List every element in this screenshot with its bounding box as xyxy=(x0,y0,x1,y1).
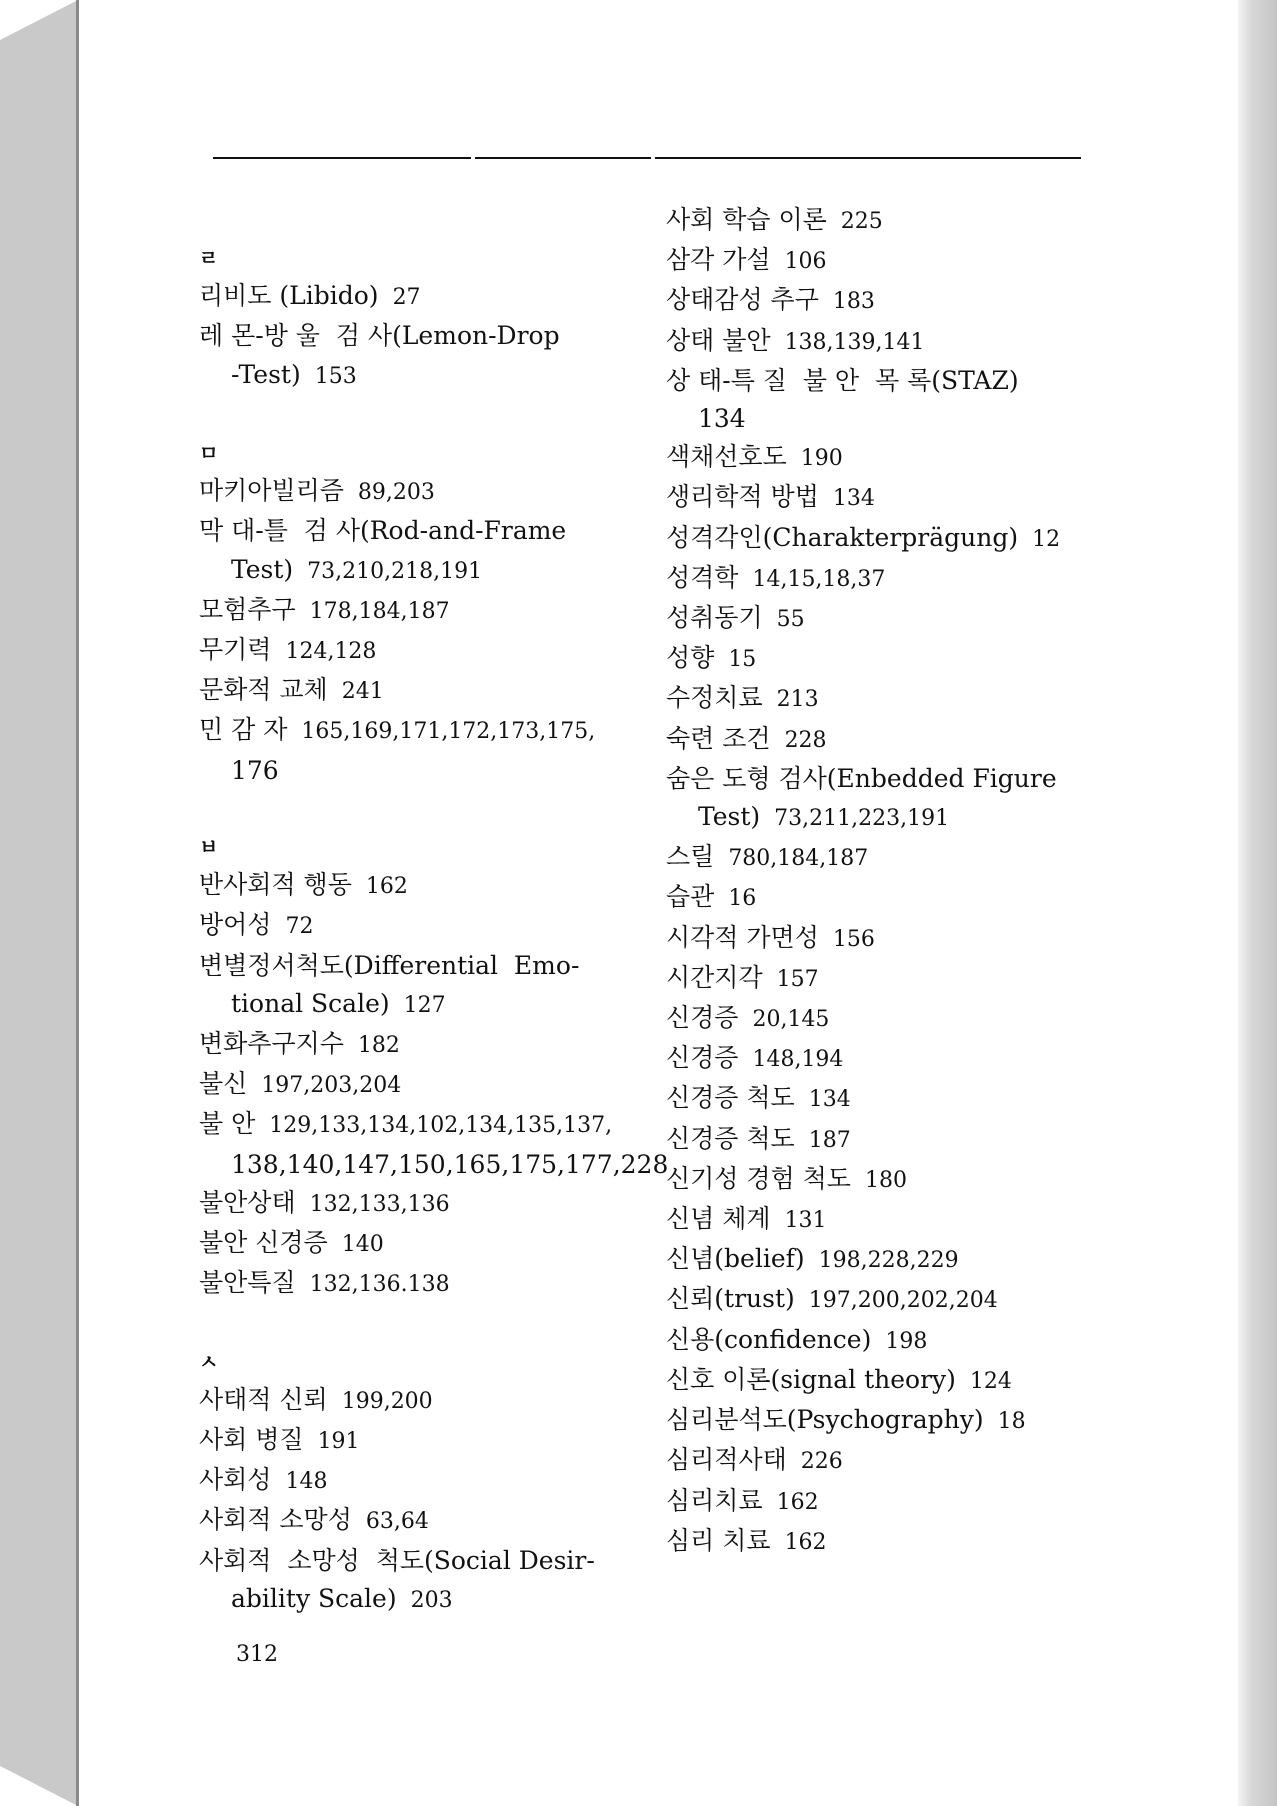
entry-pages: 182 xyxy=(357,1033,400,1059)
index-entry xyxy=(199,1184,624,1224)
entry-term: 모험추구 xyxy=(199,594,296,624)
index-entry xyxy=(199,277,624,317)
entry-pages: 138,139,141 xyxy=(784,329,925,355)
entry-term: 삼각 가설 xyxy=(666,245,771,275)
entry-term: 색채선호도 xyxy=(666,442,787,472)
entry-pages: 131 xyxy=(784,1208,827,1234)
entry-pages: 127 xyxy=(403,992,446,1018)
index-entry-continuation xyxy=(199,985,624,1025)
index-entry xyxy=(199,317,624,355)
section-letter: ㅅ xyxy=(199,1349,219,1374)
entry-pages: 780,184,187 xyxy=(728,846,869,872)
entry-term: -Test) xyxy=(231,359,301,389)
index-entry xyxy=(666,362,1086,400)
entry-term: 불안상태 xyxy=(199,1187,296,1217)
entry-pages: 162 xyxy=(365,874,408,900)
entry-term: 수정치료 xyxy=(666,683,763,713)
index-entry-continuation xyxy=(199,1146,669,1184)
entry-term: 사회적 소망성 척도(Social Desir- xyxy=(199,1545,595,1575)
index-entry xyxy=(666,720,1086,760)
entry-term: 사태적 신뢰 xyxy=(199,1384,328,1414)
entry-term: 반사회적 행동 xyxy=(199,870,352,900)
entry-pages: 203 xyxy=(410,1587,453,1613)
section-letter: ㅁ xyxy=(199,441,219,465)
entry-term: 변별정서척도(Differential Emo- xyxy=(199,950,580,980)
entry-term: 상태 불안 xyxy=(666,325,771,355)
entry-term: 마키아빌리즘 xyxy=(199,476,344,506)
index-entry xyxy=(199,591,624,631)
entry-term: 신호 이론(signal theory) xyxy=(666,1364,956,1394)
entry-term: ability Scale) xyxy=(231,1583,397,1613)
entry-term: 성향 xyxy=(666,643,715,673)
index-entry xyxy=(666,201,1086,241)
entry-term: 신경증 척도 xyxy=(666,1123,795,1153)
entry-term: 무기력 xyxy=(199,635,272,665)
index-entry xyxy=(666,1441,1086,1481)
entry-pages: 15 xyxy=(728,647,757,673)
entry-term: Test) xyxy=(698,802,761,832)
index-entry xyxy=(666,838,1086,878)
entry-term: 성취동기 xyxy=(666,603,763,633)
index-entry xyxy=(199,631,624,671)
section-gap xyxy=(199,1304,624,1342)
entry-term: 레 몬-방 울 검 사(Lemon-Drop xyxy=(199,321,560,351)
index-entry xyxy=(199,472,624,512)
entry-term: 민 감 자 xyxy=(199,715,288,745)
header-rule xyxy=(655,157,1081,159)
entry-pages: 106 xyxy=(784,249,827,275)
entry-term: 생리학적 방법 xyxy=(666,482,819,512)
entry-term: 문화적 교체 xyxy=(199,675,328,705)
section-letter: ㄹ xyxy=(199,246,219,270)
index-entry xyxy=(666,1240,1086,1280)
index-entry xyxy=(199,1224,624,1264)
entry-term: 신기성 경험 척도 xyxy=(666,1163,851,1193)
entry-pages: 153 xyxy=(314,363,357,389)
entry-pages: 124,128 xyxy=(285,639,377,665)
entry-pages: 148,194 xyxy=(752,1047,844,1073)
index-entry xyxy=(666,1321,1086,1361)
entry-pages: 140 xyxy=(341,1232,384,1258)
index-entry xyxy=(666,639,1086,679)
entry-pages: 132,133,136 xyxy=(309,1191,450,1217)
entry-term: 습관 xyxy=(666,882,715,912)
entry-pages: 55 xyxy=(776,607,805,633)
entry-term: 불안 신경증 xyxy=(199,1228,328,1258)
entry-pages: 198,228,229 xyxy=(818,1248,959,1274)
index-column-right xyxy=(666,201,1086,1562)
entry-pages: 226 xyxy=(800,1449,843,1475)
entry-pages: 20,145 xyxy=(752,1007,830,1033)
index-entry xyxy=(199,1065,624,1105)
index-entry xyxy=(666,760,1086,798)
index-entry-continuation xyxy=(666,798,1086,838)
entry-pages: 134 xyxy=(808,1087,851,1113)
entry-pages: 129,133,134,102,134,135,137, xyxy=(269,1113,613,1139)
index-entry-continuation xyxy=(199,356,624,396)
entry-pages: 12 xyxy=(1032,526,1061,552)
entry-pages: 165,169,171,172,173,175, xyxy=(301,719,596,745)
entry-pages: 134 xyxy=(832,486,875,512)
index-entry xyxy=(666,438,1086,478)
entry-term: 막 대-틀 검 사(Rod-and-Frame xyxy=(199,516,567,546)
index-entry xyxy=(199,1264,624,1304)
index-entry-continuation xyxy=(199,551,624,591)
entry-pages: 187 xyxy=(808,1127,851,1153)
index-entry xyxy=(199,671,624,711)
entry-pages: 183 xyxy=(832,289,875,315)
entry-term: 스릴 xyxy=(666,842,715,872)
entry-term: 심리분석도(Psychography) xyxy=(666,1405,984,1435)
entry-term: 불안특질 xyxy=(199,1268,296,1298)
index-entry xyxy=(199,906,624,946)
entry-term: 사회적 소망성 xyxy=(199,1505,352,1535)
index-entry xyxy=(199,1381,624,1421)
index-entry xyxy=(666,1401,1086,1441)
index-entry-continuation xyxy=(666,400,1086,438)
entry-pages: 73,210,218,191 xyxy=(307,558,483,584)
entry-pages: 197,203,204 xyxy=(261,1073,402,1099)
index-entry xyxy=(666,878,1086,918)
entry-pages: 241 xyxy=(341,679,384,705)
entry-pages: 18 xyxy=(997,1409,1026,1435)
index-entry xyxy=(666,999,1086,1039)
index-entry xyxy=(666,599,1086,639)
entry-pages: 157 xyxy=(776,966,819,992)
entry-pages: 162 xyxy=(784,1529,827,1555)
entry-term: 신경증 척도 xyxy=(666,1083,795,1113)
entry-pages: 180 xyxy=(864,1167,907,1193)
entry-term: 신념(belief) xyxy=(666,1244,805,1274)
entry-term: 신용(confidence) xyxy=(666,1324,872,1354)
entry-pages: 190 xyxy=(800,446,843,472)
entry-pages: 14,15,18,37 xyxy=(752,566,886,592)
entry-term: 176 xyxy=(231,755,279,785)
index-entry xyxy=(666,1079,1086,1119)
entry-pages: 199,200 xyxy=(341,1388,433,1414)
entry-term: 상 태-특 질 불 안 목 록(STAZ) xyxy=(666,365,1019,395)
index-entry xyxy=(666,559,1086,599)
section-gap xyxy=(199,396,624,434)
entry-term: 불 안 xyxy=(199,1109,256,1139)
index-entry xyxy=(666,1160,1086,1200)
entry-pages: 148 xyxy=(285,1469,328,1495)
entry-term: 성격학 xyxy=(666,562,739,592)
entry-term: 방어성 xyxy=(199,910,272,940)
entry-pages: 225 xyxy=(840,209,883,234)
index-entry xyxy=(666,1280,1086,1320)
entry-pages: 16 xyxy=(728,886,757,912)
entry-term: 신경증 xyxy=(666,1043,739,1073)
entry-term: 심리적사태 xyxy=(666,1445,787,1475)
index-entry xyxy=(199,1421,624,1461)
index-entry xyxy=(666,241,1086,281)
entry-pages: 27 xyxy=(392,285,421,311)
entry-term: 상태감성 추구 xyxy=(666,285,819,315)
index-entry xyxy=(666,679,1086,719)
entry-pages: 178,184,187 xyxy=(309,598,450,624)
entry-term: 심리치료 xyxy=(666,1485,763,1515)
index-entry xyxy=(199,711,624,751)
index-entry xyxy=(199,1461,624,1501)
index-entry xyxy=(199,866,624,906)
entry-term: 변화추구지수 xyxy=(199,1029,344,1059)
entry-pages: 132,136.138 xyxy=(309,1272,450,1298)
entry-pages: 162 xyxy=(776,1489,819,1515)
index-entry xyxy=(666,281,1086,321)
entry-term: 숨은 도형 검사(Enbedded Figure xyxy=(666,763,1057,793)
index-column-left xyxy=(199,239,669,1620)
section-letter: ㅂ xyxy=(199,835,219,860)
index-entry xyxy=(666,1482,1086,1522)
entry-term: Test) xyxy=(231,554,294,584)
entry-term: 138,140,147,150,165,175,177,228 xyxy=(231,1149,669,1179)
index-entry-continuation xyxy=(199,752,624,790)
entry-term: 신뢰(trust) xyxy=(666,1284,795,1314)
index-entry xyxy=(666,959,1086,999)
index-entry xyxy=(199,1501,624,1541)
entry-term: tional Scale) xyxy=(231,988,390,1018)
entry-term: 리비도 (Libido) xyxy=(199,281,379,311)
header-rule xyxy=(475,157,651,159)
index-entry xyxy=(666,1522,1086,1562)
entry-term: 사회 병질 xyxy=(199,1425,304,1455)
entry-pages: 89,203 xyxy=(357,480,435,506)
index-entry xyxy=(199,1025,624,1065)
section-gap xyxy=(199,790,624,828)
entry-term: 신념 체계 xyxy=(666,1204,771,1234)
entry-term: 시간지각 xyxy=(666,962,763,992)
index-entry-continuation xyxy=(199,1580,624,1620)
entry-term: 134 xyxy=(698,404,746,434)
entry-term: 심리 치료 xyxy=(666,1525,771,1555)
entry-pages: 72 xyxy=(285,914,314,940)
index-entry xyxy=(666,478,1086,518)
index-entry xyxy=(666,1200,1086,1240)
entry-pages: 156 xyxy=(832,926,875,952)
entry-term: 사회성 xyxy=(199,1465,272,1495)
page-number: 312 xyxy=(236,1642,278,1667)
index-entry xyxy=(666,322,1086,362)
entry-term: 성격각인(Charakterprägung) xyxy=(666,522,1019,552)
index-entry xyxy=(199,947,624,985)
index-entry xyxy=(666,919,1086,959)
header-rule xyxy=(213,157,471,159)
page-shadow xyxy=(1238,0,1277,1806)
index-entry xyxy=(199,1105,624,1145)
entry-term: 신경증 xyxy=(666,1003,739,1033)
entry-pages: 73,211,223,191 xyxy=(774,806,950,832)
entry-term: 불신 xyxy=(199,1069,248,1099)
entry-term: 시각적 가면성 xyxy=(666,922,819,952)
entry-term: 사회 학습 이론 xyxy=(666,205,827,234)
entry-pages: 213 xyxy=(776,687,819,713)
entry-pages: 63,64 xyxy=(365,1509,429,1535)
entry-term: 숙련 조건 xyxy=(666,723,771,753)
index-entry xyxy=(666,519,1086,559)
entry-pages: 198 xyxy=(885,1328,928,1354)
entry-pages: 124 xyxy=(969,1368,1012,1394)
entry-pages: 228 xyxy=(784,727,827,753)
index-entry xyxy=(199,512,624,550)
index-entry xyxy=(199,1542,624,1580)
entry-pages: 197,200,202,204 xyxy=(808,1288,998,1314)
book-spine xyxy=(0,0,78,1806)
entry-pages: 191 xyxy=(317,1429,360,1455)
index-entry xyxy=(666,1361,1086,1401)
index-entry xyxy=(666,1039,1086,1079)
index-entry xyxy=(666,1120,1086,1160)
